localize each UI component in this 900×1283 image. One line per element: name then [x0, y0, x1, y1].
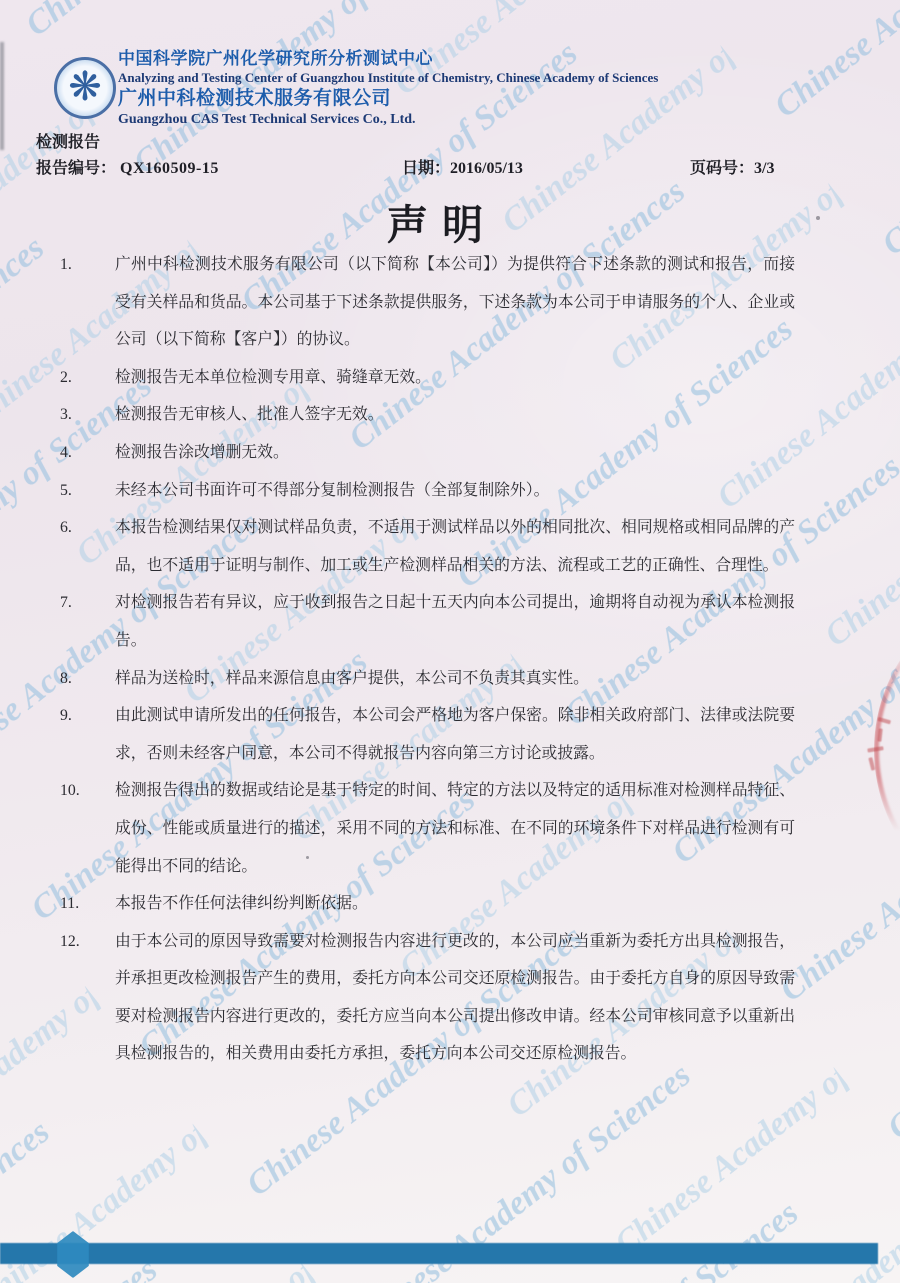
clause-text: 检测报告得出的数据或结论是基于特定的时间、特定的方法以及特定的适用标准对检测样品特征、成份、性能或质量进行的描述，采用不同的方法和标准、在不同的环境条件下对样品进行检测有可能得出不同的结论。: [115, 782, 795, 875]
statement-title: 声 明: [386, 202, 486, 248]
clause-number: 6.: [60, 519, 72, 537]
org-name-en: Analyzing and Testing Center of Guangzhou Institute of Chemistry, Chinese Academy of Sciences: [118, 70, 659, 85]
report-type-label: 检测报告: [36, 134, 101, 151]
clause-3: [36, 396, 795, 434]
footer-bar: [0, 1243, 878, 1264]
report-date: [402, 155, 523, 178]
report-page: [690, 155, 774, 178]
clause-number: 2.: [60, 368, 72, 386]
statement-clauses: [36, 246, 795, 1073]
clause-text: 由此测试申请所发出的任何报告，本公司会严格地为客户保密。除非相关政府部门、法律或法院要求，否则未经客户同意，本公司不得就报告内容向第三方讨论或披露。: [115, 707, 795, 762]
clause-8: [36, 660, 795, 698]
clause-4: [36, 434, 795, 472]
clause-text: 未经本公司书面许可不得部分复制检测报告（全部复制除外）。: [115, 481, 550, 499]
report-number-label: 报告编号：: [36, 160, 117, 177]
clause-number: 5.: [60, 481, 72, 499]
cas-logo-icon: [54, 57, 116, 119]
clause-1: [36, 246, 795, 359]
clause-text: 由于本公司的原因导致需要对检测报告内容进行更改的，本公司应当重新为委托方出具检测报告，并承担更改检测报告产生的费用，委托方向本公司交还原检测报告。由于委托方自身的原因导致需要对检测报告内容进行更改的，委托方应当向本公司提出修改申请。经本公司审核同意予以重新出具检测报告的，相关费用由委托方承担，委托方向本公司交还原检测报告。: [115, 932, 795, 1063]
clause-text: 检测报告无本单位检测专用章、骑缝章无效。: [115, 368, 431, 386]
clause-text: 对检测报告若有异议，应于收到报告之日起十五天内向本公司提出，逾期将自动视为承认本检测报告。: [115, 594, 795, 649]
clause-12: [36, 923, 795, 1073]
clause-number: 8.: [60, 669, 72, 687]
report-date-label: 日期：: [402, 160, 451, 177]
clause-text: 本报告不作任何法律纠纷判断依据。: [115, 895, 368, 913]
report-number: [36, 155, 219, 178]
report-page-label: 页码号：: [690, 160, 755, 177]
clause-number: 9.: [60, 707, 72, 725]
company-name-en: Guangzhou CAS Test Technical Services Co., Ltd.: [118, 112, 416, 127]
report-meta-row: [0, 155, 900, 179]
letterhead: [118, 47, 658, 129]
report-number-value: QX160509-15: [120, 160, 219, 177]
clause-10: [36, 772, 795, 885]
clause-9: [36, 697, 795, 772]
clause-number: 1.: [60, 256, 72, 273]
clause-text: 广州中科检测技术服务有限公司（以下简称【本公司】）为提供符合下述条款的测试和报告，而接受有关样品和货品。本公司基于下述条款提供服务，下述条款为本公司于申请服务的个人、企业或公司（以下简称【客户】）的协议。: [115, 256, 795, 349]
clause-text: 检测报告无审核人、批准人签字无效。: [115, 406, 384, 424]
scan-edge-artifact: [0, 42, 4, 150]
clause-number: 7.: [60, 594, 72, 612]
clause-11: [36, 885, 795, 923]
clause-text: 样品为送检时，样品来源信息由客户提供，本公司不负责其真实性。: [115, 669, 589, 687]
clause-number: 3.: [60, 406, 72, 424]
clause-6: [36, 509, 795, 584]
clause-number: 11.: [60, 895, 80, 913]
clause-5: [36, 472, 795, 510]
clause-number: 10.: [60, 782, 80, 800]
clause-2: [36, 359, 795, 397]
clause-text: 本报告检测结果仅对测试样品负责，不适用于测试样品以外的相同批次、相同规格或相同品牌的产品，也不适用于证明与制作、加工或生产检测样品相关的方法、流程或工艺的正确性、合理性。: [115, 519, 795, 574]
cas-flower-icon: ❋: [68, 64, 102, 109]
clause-7: [36, 584, 795, 659]
report-page-value: 3/3: [754, 160, 775, 177]
scan-speck: [816, 216, 820, 220]
clause-number: 4.: [60, 443, 72, 461]
org-name-cn: 中国科学院广州化学研究所分析测试中心: [118, 49, 433, 68]
clause-text: 检测报告涂改增删无效。: [115, 443, 289, 461]
clause-number: 12.: [60, 932, 80, 950]
report-date-value: 2016/05/13: [450, 160, 523, 177]
company-name-cn: 广州中科检测技术服务有限公司: [118, 88, 392, 109]
scan-speck: [306, 856, 309, 859]
